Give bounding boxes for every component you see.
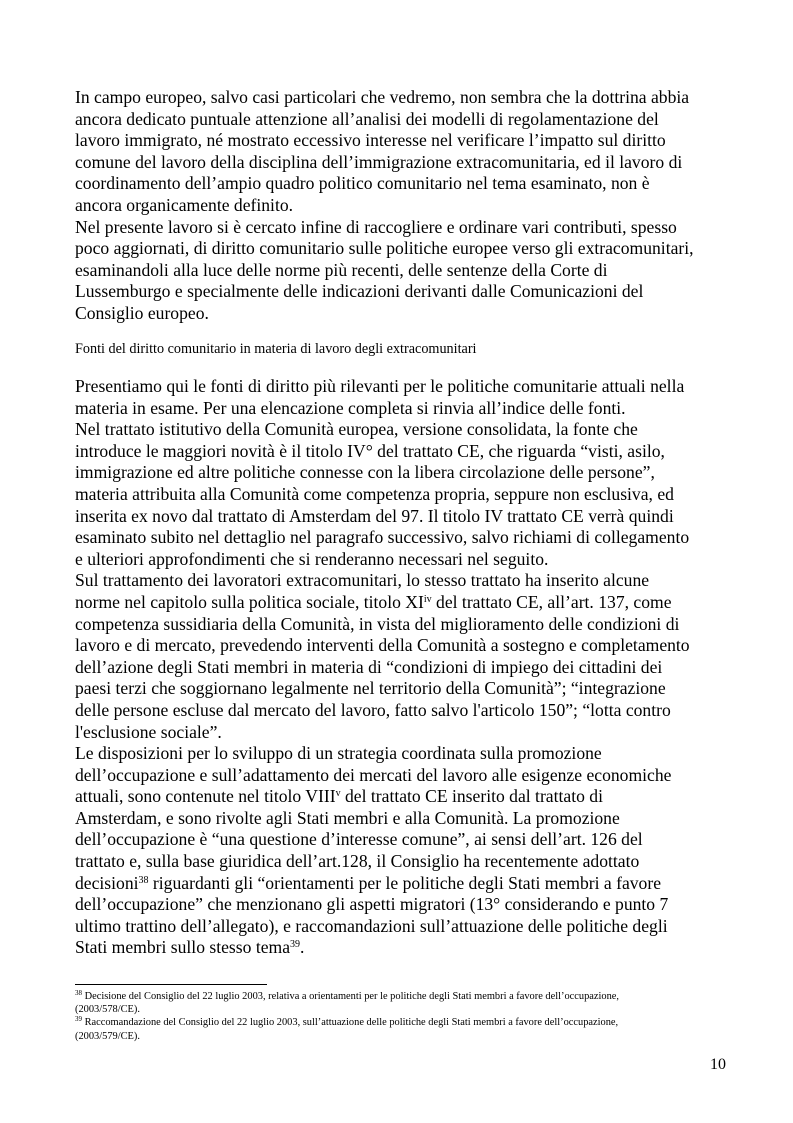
endnote-ref[interactable]: iv [423,593,432,605]
body-line: e ulteriori approfondimenti che si renderanno necessari nel seguito. [75,548,549,569]
intro-line: esaminandoli alla luce delle norme più recenti, delle sentenze della Corte di [75,259,608,280]
section-heading: Fonti del diritto comunitario in materia di lavoro degli extracomunitari [75,341,477,357]
body-line [75,592,735,614]
body-line: Nel trattato istitutivo della Comunità europea, versione consolidata, la fonte che [75,419,638,440]
body-line: esaminato subito nel dettaglio nel paragrafo successivo, salvo richiami di collegamento [75,527,690,548]
footnote-39-continued: (2003/579/CE). [75,1030,140,1042]
body-line: dell’occupazione e sull’adattamento dei mercati del lavoro alle esigenze economiche [75,764,672,785]
body-text: Stati membri sullo stesso tema [75,937,291,958]
body-text: del trattato CE inserito dal trattato di [340,786,603,807]
body-line: l'esclusione sociale”. [75,721,222,742]
footnote-separator [75,984,267,985]
intro-line: poco aggiornati, di diritto comunitario sulle politiche europee verso gli extracomunitari, [75,238,694,259]
body-line: introduce le maggiori novità è il titolo IV° del trattato CE, che riguarda “visti, asilo, [75,440,665,461]
intro-line: ancora dedicato puntuale attenzione all’analisi dei modelli di regolamentazione del [75,108,659,129]
intro-line: comune del lavoro della disciplina dell’immigrazione extracomunitaria, ed il lavoro di [75,151,683,172]
footnote-mark: 38 [75,989,82,997]
intro-paragraphs [75,87,735,325]
footnote-38 [75,990,737,1003]
body-line: Le disposizioni per lo sviluppo di un strategia coordinata sulla promozione [75,743,602,764]
footnote-38-continued: (2003/578/CE). [75,1004,140,1016]
body-line: dell’occupazione” che menzionano gli aspetti migratori (13° considerando e punto 7 [75,894,669,915]
footnote-text: Decisione del Consiglio del 22 luglio 2003, relativa a orientamenti per le politiche degli Stati membri a favore dell’occupazione, [82,991,619,1002]
intro-line: In campo europeo, salvo casi particolari che vedremo, non sembra che la dottrina abbia [75,87,690,107]
intro-line: coordinamento dell’ampio quadro politico comunitario nel tema esaminato, non è [75,173,650,194]
footnotes [75,990,737,1043]
body-line: lavoro e di mercato, prevedendo interventi della Comunità a sostegno e completamento [75,635,690,656]
body-line: Amsterdam, e sono rivolte agli Stati membri e alla Comunità. La promozione [75,807,620,828]
body-line: competenza sussidiaria della Comunità, in vista del miglioramento delle condizioni di [75,613,680,634]
body-line [75,786,735,808]
footnote-ref[interactable]: 38 [138,874,149,886]
endnote-ref[interactable]: v [335,788,341,800]
body-line: Sul trattamento dei lavoratori extracomunitari, lo stesso trattato ha inserito alcune [75,570,650,591]
body-line: inserita ex novo dal trattato di Amsterdam del 97. Il titolo IV trattato CE verrà quindi [75,505,674,526]
footnote-39 [75,1016,737,1029]
body-paragraphs [75,376,735,959]
body-line: dell’azione degli Stati membri in materia di “condizioni di impiego dei cittadini dei [75,656,663,677]
body-text: attuali, sono contenute nel titolo VIII [75,786,336,807]
body-line: materia in esame. Per una elencazione completa si rinvia all’indice delle fonti. [75,397,626,418]
body-line: trattato e, sulla base giuridica dell’art.128, il Consiglio ha recentemente adottato [75,851,640,872]
footnote-ref[interactable]: 39 [290,939,301,951]
intro-line: Nel presente lavoro si è cercato infine di raccogliere e ordinare vari contributi, spesso [75,216,677,237]
body-line: dell’occupazione è “una questione d’interesse comune”, ai sensi dell’art. 126 del [75,829,643,850]
body-line: Presentiamo qui le fonti di diritto più rilevanti per le politiche comunitarie attuali nella [75,376,685,396]
body-text: decisioni [75,872,139,893]
body-text: . [300,937,305,958]
body-line: ultimo trattino dell’allegato), e raccomandazioni sull’attuazione delle politiche degli [75,915,668,936]
footnote-text: Raccomandazione del Consiglio del 22 luglio 2003, sull’attuazione delle politiche degli Stati membri a favore dell’occupazione, [82,1017,619,1029]
body-line: immigrazione ed altre politiche connesse con la libera circolazione delle persone”, [75,462,655,483]
body-line: materia attribuita alla Comunità come competenza propria, seppure non esclusiva, ed [75,483,674,504]
page-number: 10 [710,1056,726,1073]
body-line: paesi terzi che soggiornano legalmente nel territorio della Comunità”; “integrazione [75,678,666,699]
intro-line: Lussemburgo e specialmente delle indicazioni derivanti dalle Comunicazioni del [75,281,644,302]
intro-line: Consiglio europeo. [75,302,209,323]
body-text: riguardanti gli “orientamenti per le politiche degli Stati membri a favore [148,872,662,893]
body-line: delle persone escluse dal mercato del lavoro, fatto salvo l'articolo 150”; “lotta contro [75,699,671,720]
body-text: del trattato CE, all’art. 137, come [431,591,672,612]
footnote-mark: 39 [75,1015,82,1024]
body-line [75,937,735,959]
body-line [75,873,735,895]
intro-line: ancora organicamente definito. [75,194,294,215]
intro-line: lavoro immigrato, né mostrato eccessivo interesse nel verificare l’impatto sul diritto [75,130,666,151]
body-text: norme nel capitolo sulla politica sociale, titolo XI [75,591,424,612]
